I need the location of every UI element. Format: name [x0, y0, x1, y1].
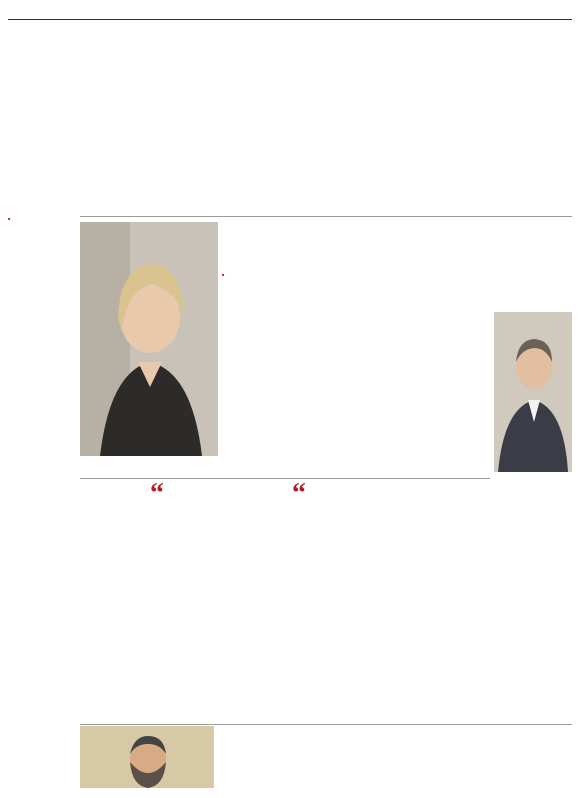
article-text-7 — [360, 554, 426, 722]
magnacca-photo — [80, 222, 218, 456]
article-text-6 — [292, 554, 356, 722]
article-text-3 — [80, 482, 146, 722]
quote-mark-icon-2: “ — [292, 478, 306, 509]
portrait-illustration — [80, 222, 218, 456]
magnacca-dateline — [222, 272, 332, 278]
article-text — [8, 224, 74, 542]
article-text-4 — [150, 562, 216, 722]
radica-photo — [80, 726, 214, 788]
magnacca-rule — [80, 216, 572, 217]
magnacca-text-2 — [337, 272, 447, 474]
damico-portrait-illustration — [494, 312, 572, 472]
radica-portrait-illustration — [80, 726, 214, 788]
article-text-continued — [8, 550, 74, 788]
section-rule — [80, 478, 490, 479]
main-article-column-1 — [8, 216, 74, 548]
damico-photo — [494, 312, 572, 472]
magnacca-text-1 — [222, 280, 332, 474]
page-header — [8, 6, 572, 20]
pull-quote-1 — [150, 478, 212, 509]
quote-mark-icon: “ — [150, 478, 164, 509]
article-text-5 — [222, 482, 288, 722]
magnacca-column-1 — [222, 272, 332, 474]
dateline — [8, 216, 74, 222]
pull-quote-2 — [292, 478, 428, 509]
